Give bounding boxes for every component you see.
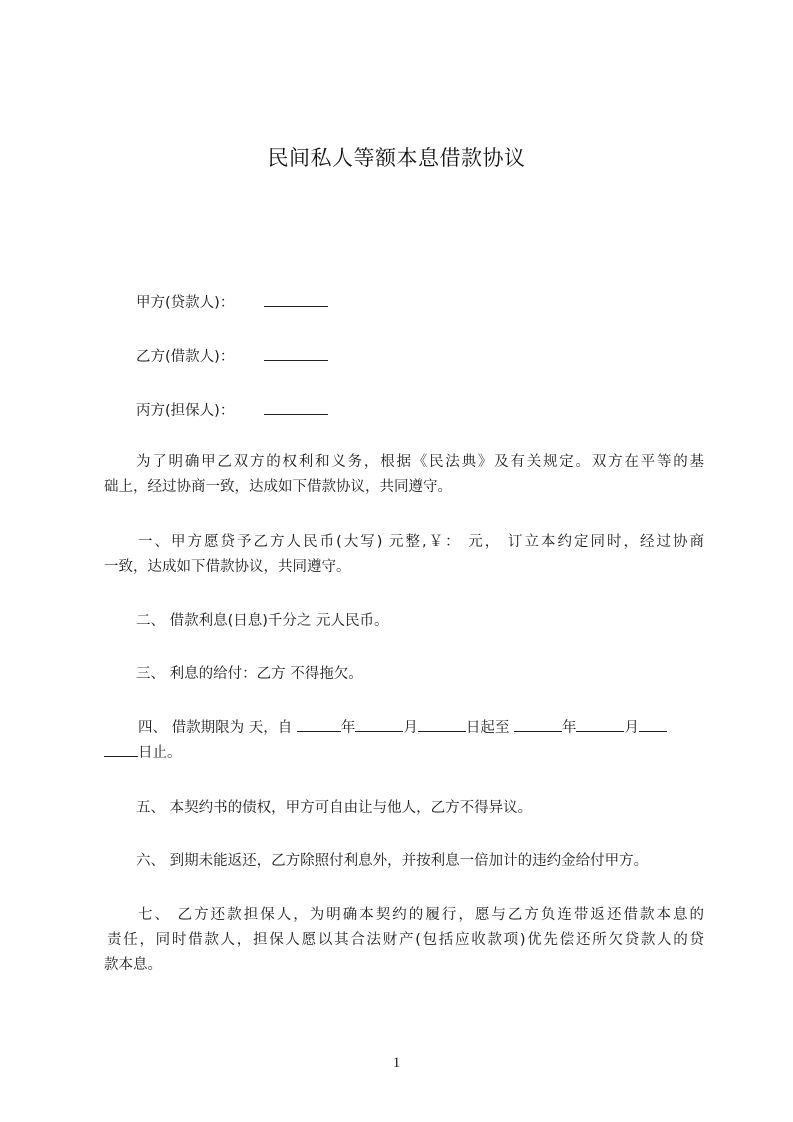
clause-4-month-from-blank xyxy=(355,717,403,732)
clause-2-text: 二、 借款利息(日息)千分之 元人民币。 xyxy=(136,613,389,629)
clause-4-month-from: 月 xyxy=(403,720,418,736)
clause-1-line-2: 一致，达成如下借款协议，共同遵守。 xyxy=(104,559,351,575)
preamble-line-2: 础上，经过协商一致，达成如下借款协议，共同遵守。 xyxy=(104,479,452,495)
clause-1-line-1: 一、甲方愿贷予乙方人民币(大写) 元整,￥： 元， 订立本约定同时，经过协商 xyxy=(138,534,704,550)
party-guarantor-row xyxy=(136,399,328,420)
clause-4-day-from-blank xyxy=(418,717,466,732)
clause-7-line-1: 七、 乙方还款担保人，为明确本契约的履行，愿与乙方负连带返还借款本息的 xyxy=(138,907,704,923)
clause-3-text: 三、 利息的给付：乙方 不得拖欠。 xyxy=(136,666,363,682)
clause-7-paragraph xyxy=(104,903,704,978)
page-number: 1 xyxy=(392,1055,401,1071)
preamble-line-1: 为了明确甲乙双方的权利和义务，根据《民法典》及有关规定。双方在平等的基 xyxy=(136,454,704,470)
clause-6-text: 六、 到期未能返还，乙方除照付利息外，并按利息一倍加计的违约金给付甲方。 xyxy=(136,853,649,869)
party-borrower-blank xyxy=(264,348,328,361)
clause-4-year-from: 年 xyxy=(340,720,356,736)
preamble-paragraph xyxy=(104,450,704,500)
clause-4-day-to-blank-b xyxy=(104,742,138,757)
clause-3-paragraph xyxy=(136,662,736,687)
party-lender-label: 甲方(贷款人)： xyxy=(136,295,235,311)
clause-4-day-to: 日止。 xyxy=(138,745,182,761)
clause-7-line-2: 责任，同时借款人，担保人愿以其合法财产(包括应收款项)优先偿还所欠贷款人的贷 xyxy=(107,932,704,948)
party-lender-blank xyxy=(264,294,328,307)
clause-2-paragraph xyxy=(136,609,736,634)
clause-4-paragraph xyxy=(104,716,704,766)
clause-5-paragraph xyxy=(136,796,736,821)
clause-4-line-2 xyxy=(104,741,704,766)
clause-1-paragraph xyxy=(104,530,704,580)
clause-4-month-to-blank xyxy=(576,717,624,732)
clause-4-line-1 xyxy=(104,716,704,741)
clause-4-prefix: 四、 借款期限为 天，自 xyxy=(138,720,293,736)
party-lender-row xyxy=(136,291,328,312)
party-borrower-row xyxy=(136,345,328,366)
clause-4-day-to-blank-a xyxy=(639,717,667,732)
clause-4-day-from: 日起至 xyxy=(465,720,510,736)
document-title: 民间私人等额本息借款协议 xyxy=(267,146,526,170)
clause-7-line-3: 款本息。 xyxy=(104,957,162,973)
clause-4-year-from-blank xyxy=(297,717,341,732)
party-borrower-label: 乙方(借款人)： xyxy=(136,349,235,365)
party-guarantor-label: 丙方(担保人)： xyxy=(136,403,235,419)
clause-6-paragraph xyxy=(136,849,736,874)
clause-4-year-to: 年 xyxy=(561,720,577,736)
clause-4-month-to: 月 xyxy=(624,720,639,736)
clause-5-text: 五、 本契约书的债权，甲方可自由让与他人，乙方不得异议。 xyxy=(136,800,533,816)
party-guarantor-blank xyxy=(264,402,328,415)
clause-4-year-to-blank xyxy=(514,717,562,732)
